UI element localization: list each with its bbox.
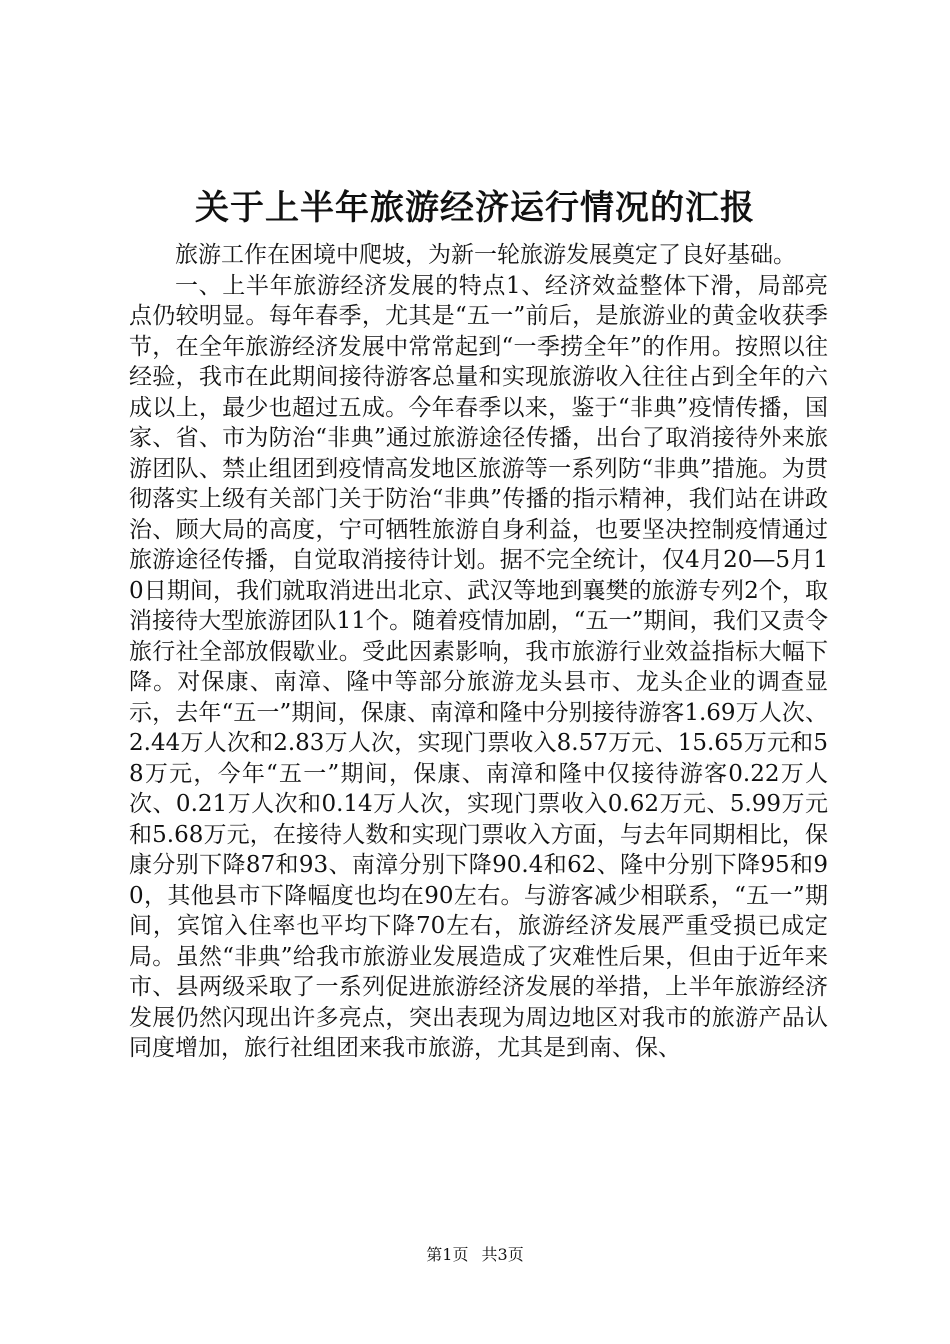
page-number: 第1页: [426, 1245, 469, 1264]
paragraph-intro: 旅游工作在困境中爬坡，为新一轮旅游发展奠定了良好基础。: [175, 242, 796, 268]
paragraph-section-one: 一、上半年旅游经济发展的特点1、经济效益整体下滑，局部亮点仍较明显。每年春季，尤其是“五一”前后，是旅游业的黄金收获季节，在全年旅游经济发展中常常起到“一季捞全年”的作用。按照以往经验，我市在此期间接待游客总量和实现旅游收入往往占到全年的六成以上，最少也超过五成。今年春季以来，鉴于“非典”疫情传播，国家、省、市为防治“非典”通过旅游途径传播，出台了取消接待外来旅游团队、禁止组团到疫情高发地区旅游等一系列防“非典”措施。为贯彻落实上级有关部门关于防治“非典”传播的指示精神，我们站在讲政治、顾大局的高度，宁可牺牲旅游自身利益，也要坚决控制疫情通过旅游途径传播，自觉取消接待计划。据不完全统计，仅4月20—5月10日期间，我们就取消进出北京、武汉等地到襄樊的旅游专列2个，取消接待大型旅游团队11个。随着疫情加剧，“五一”期间，我们又责令旅行社全部放假歇业。受此因素影响，我市旅游行业效益指标大幅下降。对保康、南漳、隆中等部分旅游龙头县市、龙头企业的调查显示，去年“五一”期间，保康、南漳和隆中分别接待游客1.69万人次、2.44万人次和2.83万人次，实现门票收入8.57万元、15.65万元和58万元，今年“五一”期间，保康、南漳和隆中仅接待游客0.22万人次、0.21万人次和0.14万人次，实现门票收入0.62万元、5.99万元和5.68万元，在接待人数和实现门票收入方面，与去年同期相比，保康分别下降87和93、南漳分别下降90.4和62、隆中分别下降95和90，其他县市下降幅度也均在90左右。与游客减少相联系，“五一”期间，宾馆入住率也平均下降70左右，旅游经济发展严重受损已成定局。虽然“非典”给我市旅游业发展造成了灾难性后果，但由于近年来市、县两级采取了一系列促进旅游经济发展的举措，上半年旅游经济发展仍然闪现出许多亮点，突出表现为周边地区对我市的旅游产品认同度增加，旅行社组团来我市旅游，尤其是到南、保、: [129, 272, 828, 1061]
document-title: 关于上半年旅游经济运行情况的汇报: [195, 188, 755, 228]
page-total: 共3页: [481, 1245, 524, 1264]
document-body: [129, 240, 828, 1064]
page-footer: [0, 1244, 950, 1266]
